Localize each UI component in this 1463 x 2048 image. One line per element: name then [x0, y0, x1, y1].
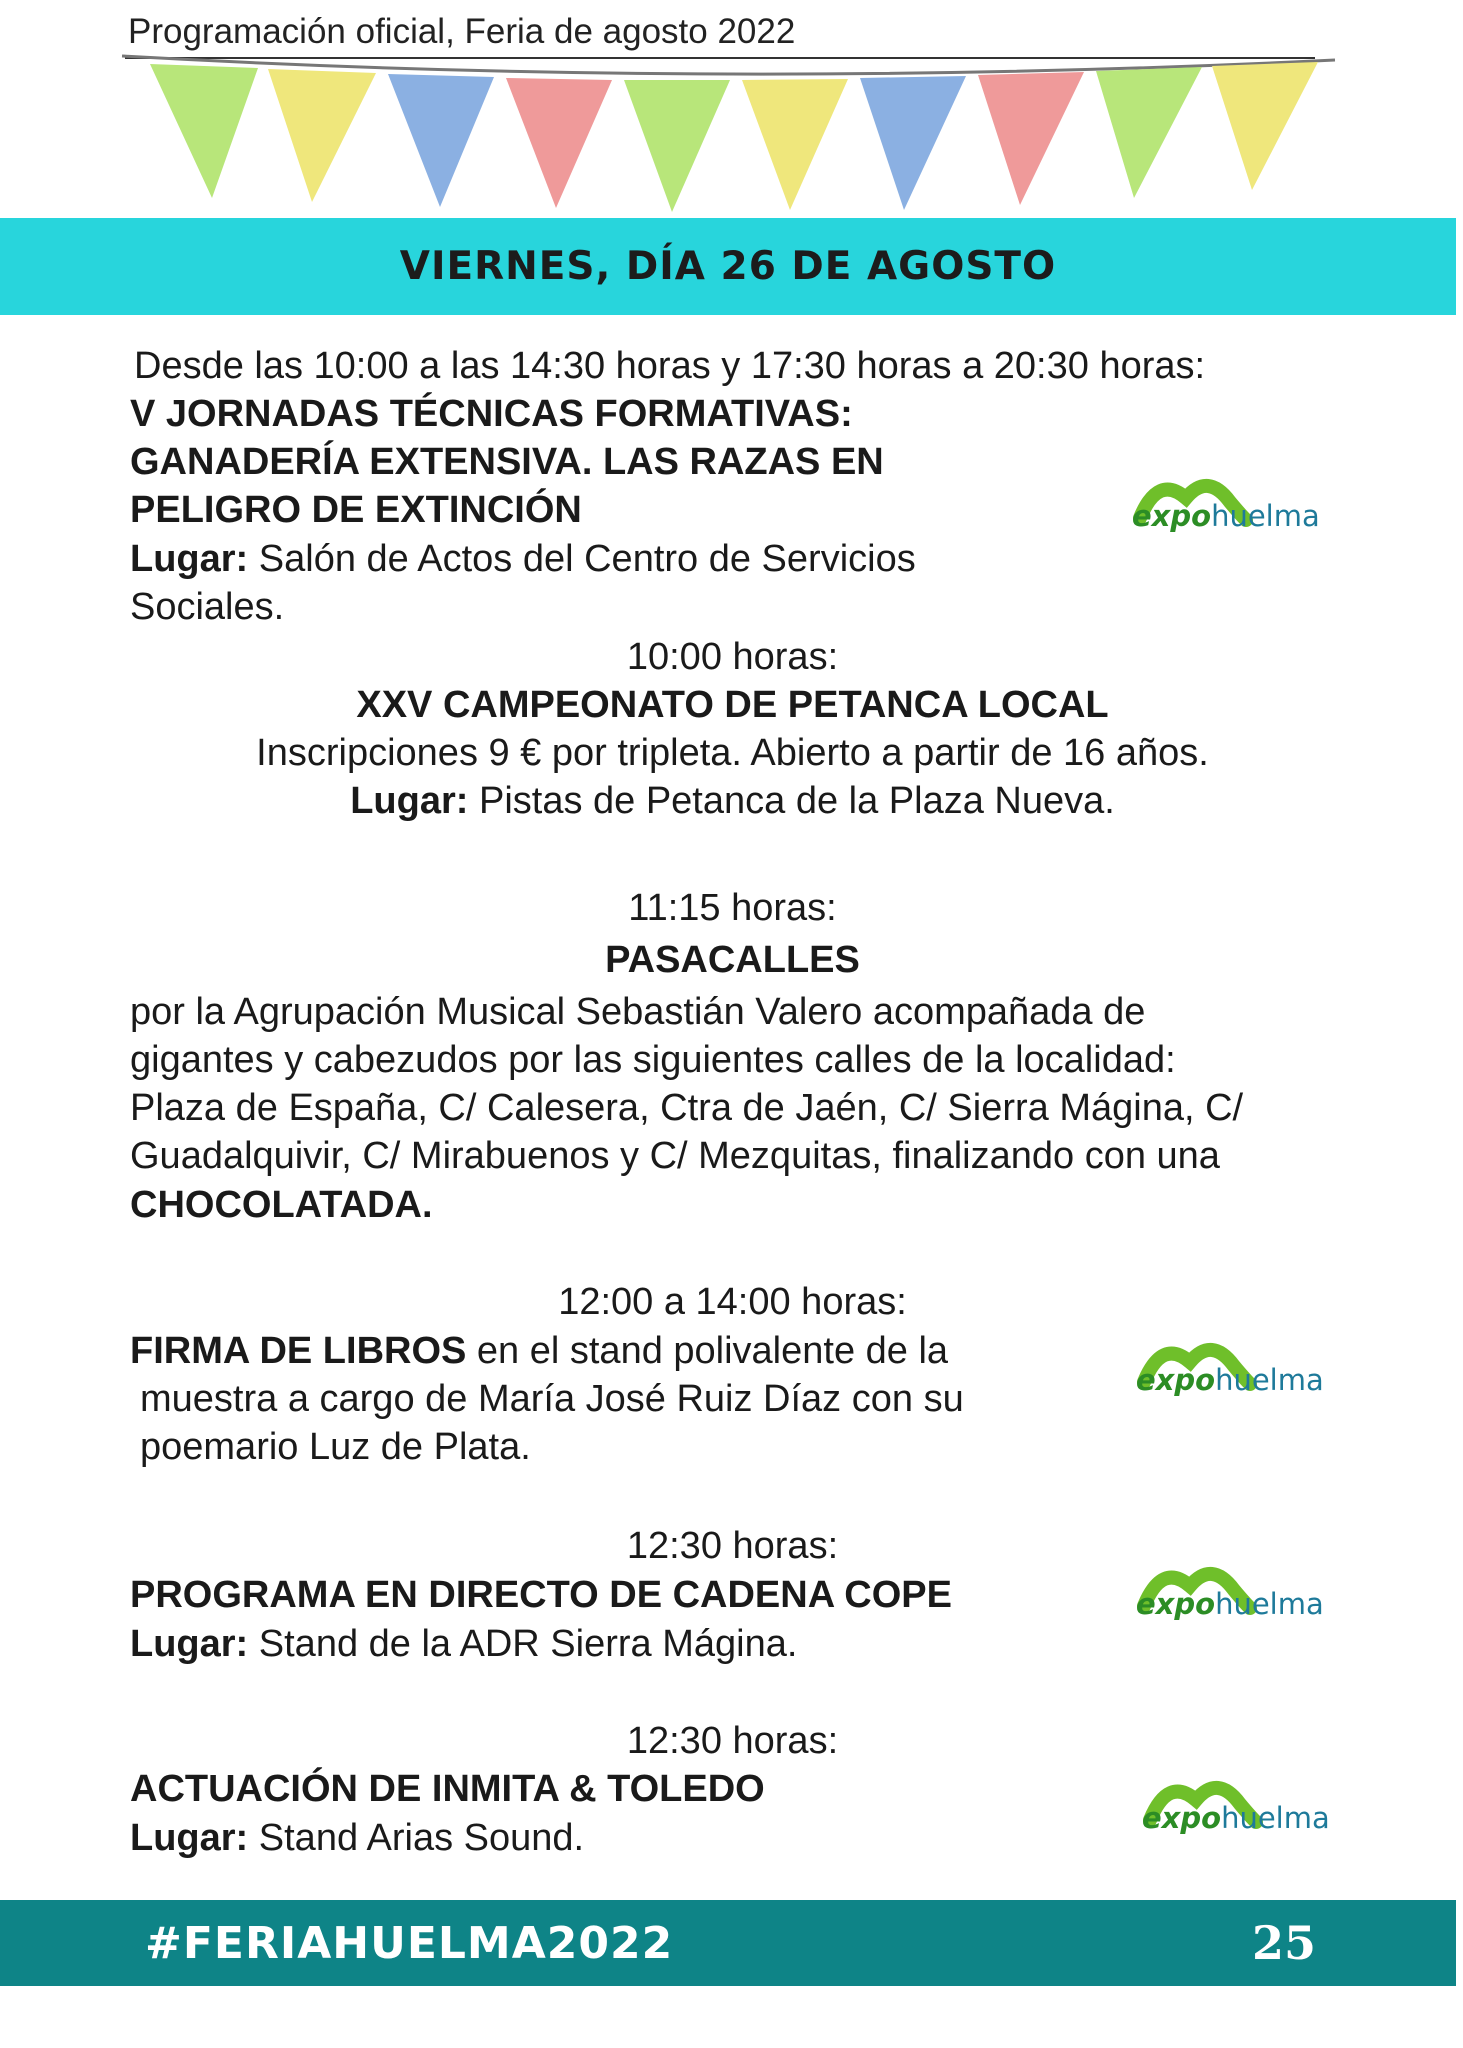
logo-huelma: huelma [1221, 1801, 1330, 1835]
place-value: Pistas de Petanca de la Plaza Nueva. [478, 780, 1115, 822]
header-title: Programación oficial, Feria de agosto 2022 [128, 12, 796, 51]
inmita-title: ACTUACIÓN DE INMITA & TOLEDO [130, 1768, 765, 1810]
inmita-time: 12:30 horas: [626, 1720, 839, 1762]
flag-yellow [268, 69, 376, 202]
pasacalles-line2: gigantes y cabezudos por las siguientes calles de la localidad: [130, 1039, 1176, 1081]
place-value: Stand Arias Sound. [258, 1817, 585, 1859]
flag-red [978, 72, 1084, 205]
jornadas-title-line2: GANADERÍA EXTENSIVA. LAS RAZAS EN [130, 441, 884, 483]
flag-green [624, 80, 730, 212]
inmita-place [130, 1814, 584, 1862]
cope-place [130, 1620, 797, 1668]
cope-time: 12:30 horas: [626, 1525, 839, 1567]
day-banner [0, 218, 1456, 315]
expohuelma-logo [1132, 1556, 1322, 1636]
pasacalles-title: PASACALLES [605, 939, 860, 981]
flag-green [1096, 67, 1202, 198]
logo-huelma: huelma [1211, 499, 1320, 533]
flag-red [506, 78, 612, 208]
footer-hashtag: #FERIAHUELMA2022 [145, 1918, 674, 1969]
logo-huelma: huelma [1215, 1587, 1324, 1621]
logo-expo: expo [1132, 499, 1212, 533]
jornadas-title-line1: V JORNADAS TÉCNICAS FORMATIVAS: [130, 393, 853, 435]
flag-yellow [742, 79, 848, 210]
jornadas-time: Desde las 10:00 a las 14:30 horas y 17:30 horas a 20:30 horas: [134, 345, 1206, 387]
pasacalles-line1: por la Agrupación Musical Sebastián Valero acompañada de [130, 991, 1146, 1033]
page-number: 25 [1251, 1916, 1316, 1970]
firma-line3: poemario Luz de Plata. [140, 1426, 531, 1468]
pasacalles-line3: Plaza de España, C/ Calesera, Ctra de Jaén, C/ Sierra Mágina, C/ [130, 1087, 1244, 1129]
place-label: Lugar: [130, 1817, 249, 1859]
firma-line2: muestra a cargo de María José Ruiz Díaz con su [140, 1378, 964, 1420]
expohuelma-logo [1132, 1332, 1322, 1412]
petanca-time: 10:00 horas: [626, 636, 839, 678]
place-label: Lugar: [130, 538, 249, 580]
logo-expo: expo [1142, 1801, 1222, 1835]
logo-expo: expo [1136, 1587, 1216, 1621]
pasacalles-closing: CHOCOLATADA. [130, 1184, 433, 1226]
jornadas-place [130, 535, 916, 583]
petanca-place [130, 777, 1335, 825]
flag-green [150, 64, 258, 198]
logo-huelma: huelma [1215, 1363, 1324, 1397]
flag-blue [388, 74, 494, 207]
expohuelma-logo [1138, 1770, 1328, 1850]
pasacalles-time: 11:15 horas: [628, 887, 837, 929]
place-value: Stand de la ADR Sierra Mágina. [258, 1623, 798, 1665]
firma-time: 12:00 a 14:00 horas: [558, 1281, 907, 1323]
logo-expo: expo [1136, 1363, 1216, 1397]
place-label: Lugar: [350, 780, 469, 822]
place-value: Salón de Actos del Centro de Servicios [258, 538, 916, 580]
place-label: Lugar: [130, 1623, 249, 1665]
petanca-info: Inscripciones 9 € por tripleta. Abierto a partir de 16 años. [256, 732, 1209, 774]
jornadas-place-line2: Sociales. [130, 586, 285, 628]
cope-title: PROGRAMA EN DIRECTO DE CADENA COPE [130, 1574, 952, 1616]
bunting-flags [0, 50, 1463, 220]
firma-title: FIRMA DE LIBROS [130, 1330, 467, 1372]
footer-bar [0, 1900, 1456, 1986]
firma-line1-rest: en el stand polivalente de la [466, 1330, 949, 1372]
jornadas-title-line3: PELIGRO DE EXTINCIÓN [130, 489, 582, 531]
flag-yellow [1212, 62, 1318, 190]
flag-blue [860, 76, 966, 210]
expohuelma-logo [1128, 468, 1318, 548]
pasacalles-line4: Guadalquivir, C/ Mirabuenos y C/ Mezquitas, finalizando con una [130, 1135, 1220, 1177]
petanca-title: XXV CAMPEONATO DE PETANCA LOCAL [356, 684, 1109, 726]
day-title: VIERNES, DÍA 26 DE AGOSTO [399, 244, 1057, 289]
firma-line1 [130, 1327, 948, 1375]
